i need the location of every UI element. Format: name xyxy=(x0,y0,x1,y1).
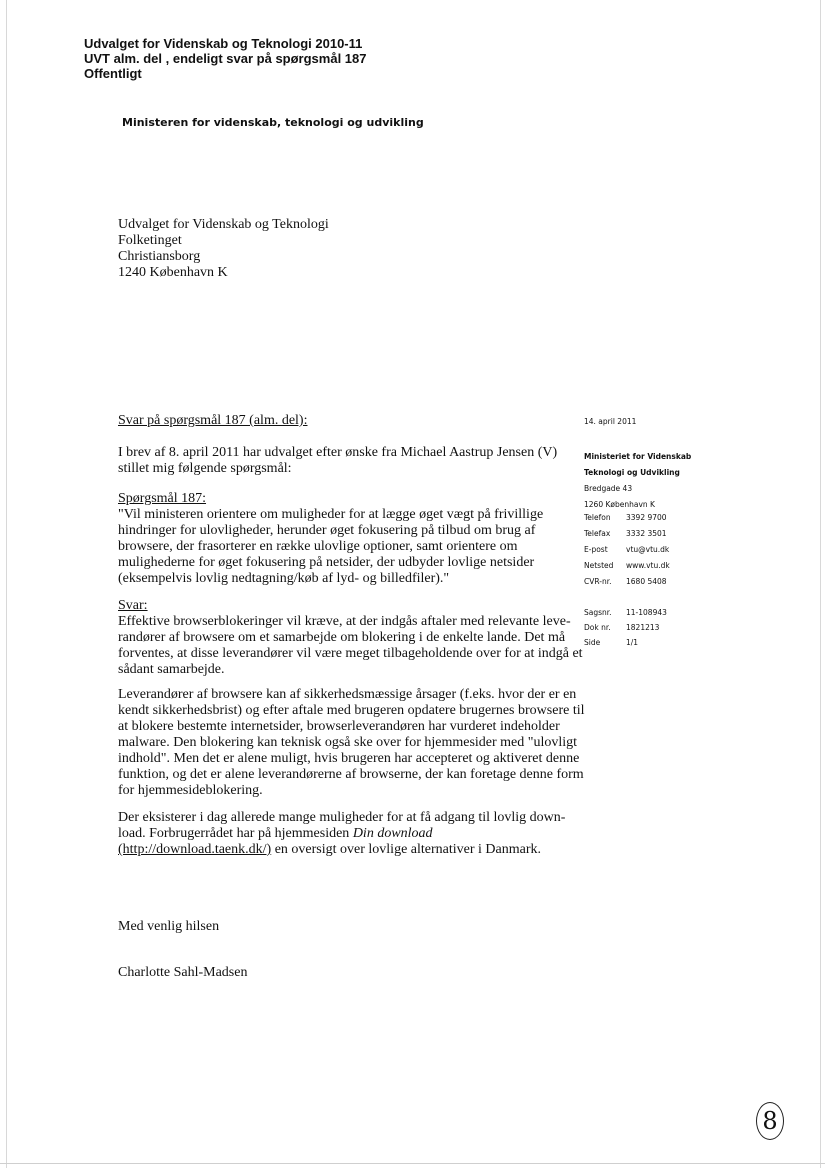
answer-line: sådant samarbejde. xyxy=(118,662,225,677)
scan-edge-right xyxy=(820,0,821,1168)
scan-edge-bottom xyxy=(0,1163,825,1164)
answer-paragraph-3 xyxy=(118,810,566,858)
reference-label: Side xyxy=(584,638,601,647)
question-line: (eksempelvis lovlig nedtagning/køb af lyd- og billedfiler)." xyxy=(118,571,450,586)
download-link[interactable]: (http://download.taenk.dk/) xyxy=(118,842,272,857)
recipient-address xyxy=(118,217,329,281)
intro-line: stillet mig følgende spørgsmål: xyxy=(118,461,292,476)
sender-org-line: Teknologi og Udvikling xyxy=(584,468,680,477)
reference-label: Dok nr. xyxy=(584,623,611,632)
answer-text: en oversigt over lovlige alternativer i Danmark. xyxy=(271,842,541,857)
question-line: "Vil ministeren orientere om muligheder for at lægge øget vægt på frivillige xyxy=(118,507,544,522)
answer-line: forventes, at disse leverandører vil være meget tilbageholdende over for at indgå et xyxy=(118,646,583,661)
contact-row xyxy=(584,561,670,570)
reference-label: Sagsnr. xyxy=(584,608,612,617)
sender-org-line: Ministeriet for Videnskab xyxy=(584,452,692,461)
answer-heading: Svar: xyxy=(118,598,148,613)
answer-line: kendt sikkerhedsbrist) og efter aftale med brugeren opdatere brugernes browsere til xyxy=(118,703,585,718)
question-heading: Spørgsmål 187: xyxy=(118,491,207,506)
sender-org xyxy=(584,449,691,481)
contact-label: E-post xyxy=(584,545,608,554)
answer-text: load. Forbrugerrådet har på hjemmesiden xyxy=(118,826,353,841)
intro-paragraph xyxy=(118,445,558,477)
contact-label: Netsted xyxy=(584,561,614,570)
reference-row xyxy=(584,623,659,632)
sender-street: Bredgade 43 xyxy=(584,484,633,493)
reference-row xyxy=(584,608,667,617)
letterhead: Ministeren for videnskab, teknologi og udvikling xyxy=(122,116,424,129)
question-text xyxy=(118,507,558,587)
reference-row xyxy=(584,638,638,647)
signer-name: Charlotte Sahl-Madsen xyxy=(118,965,248,980)
recipient-line-2: Folketinget xyxy=(118,233,182,248)
contact-row xyxy=(584,545,669,554)
contact-label: CVR-nr. xyxy=(584,577,612,586)
answer-line: Der eksisterer i dag allerede mange muligheder for at få adgang til lovlig down- xyxy=(118,810,566,825)
answer-line: Leverandører af browsere kan af sikkerhedsmæssige årsager (f.eks. hvor der er en xyxy=(118,687,577,702)
contact-row xyxy=(584,513,667,522)
sender-address xyxy=(584,481,655,513)
contact-row xyxy=(584,577,667,586)
recipient-line-1: Udvalget for Videnskab og Teknologi xyxy=(118,217,329,232)
question-line: mulighederne for øget fokusering på netsider, der udbyder lovlige netsider xyxy=(118,555,535,570)
contact-value: vtu@vtu.dk xyxy=(626,545,670,554)
stamp-reference: UVT alm. del , endeligt svar på spørgsmål 187 xyxy=(84,51,367,66)
answer-line: randører af browsere om et samarbejde om blokering i de enkelte lande. Det må xyxy=(118,630,566,645)
letter-date: 14. april 2011 xyxy=(584,417,637,426)
answer-line xyxy=(118,826,558,842)
question-line: browsere, der frasorterer en række ulovlige optioner, samt orientere om xyxy=(118,539,518,554)
reference-value: 1/1 xyxy=(626,638,639,647)
contact-label: Telefon xyxy=(584,513,611,522)
answer-line: funktion, og det er alene leverandørerne af browserne, der kan foretage denne form xyxy=(118,767,584,782)
reference-value: 11-108943 xyxy=(626,608,667,617)
closing: Med venlig hilsen xyxy=(118,919,220,934)
subject-line: Svar på spørgsmål 187 (alm. del): xyxy=(118,413,308,428)
answer-line: for hjemmesideblokering. xyxy=(118,783,263,798)
handwritten-page-number: 8 xyxy=(756,1102,784,1140)
answer-line: indhold". Men det er alene muligt, hvis brugeren har accepteret og aktiveret denne xyxy=(118,751,580,766)
contact-value: www.vtu.dk xyxy=(626,561,670,570)
recipient-line-4: 1240 København K xyxy=(118,265,228,280)
answer-line xyxy=(118,842,558,858)
contact-value: 3332 3501 xyxy=(626,529,667,538)
contact-row xyxy=(584,529,667,538)
contact-label: Telefax xyxy=(584,529,611,538)
contact-value: 3392 9700 xyxy=(626,513,667,522)
answer-paragraph-1 xyxy=(118,614,583,678)
site-name: Din download xyxy=(352,826,433,841)
intro-line: I brev af 8. april 2011 har udvalget efter ønske fra Michael Aastrup Jensen (V) xyxy=(118,445,558,460)
answer-line: malware. Den blokering kan teknisk også ske over for hjemmesider med "ulovligt xyxy=(118,735,578,750)
reference-value: 1821213 xyxy=(626,623,660,632)
answer-line: Effektive browserblokeringer vil kræve, at der indgås aftaler med relevante leve- xyxy=(118,614,571,629)
scan-edge-left xyxy=(6,0,7,1168)
question-line: hindringer for ulovligheder, herunder øget fokusering på tilbud om brug af xyxy=(118,523,536,538)
document-stamp xyxy=(84,36,367,81)
sender-city: 1260 København K xyxy=(584,500,655,509)
stamp-committee: Udvalget for Videnskab og Teknologi 2010-11 xyxy=(84,36,363,51)
contact-value: 1680 5408 xyxy=(626,577,667,586)
recipient-line-3: Christiansborg xyxy=(118,249,201,264)
answer-line: at blokere bestemte internetsider, browserleverandøren har vurderet indeholder xyxy=(118,719,560,734)
answer-paragraph-2 xyxy=(118,687,585,799)
stamp-status: Offentligt xyxy=(84,66,142,81)
